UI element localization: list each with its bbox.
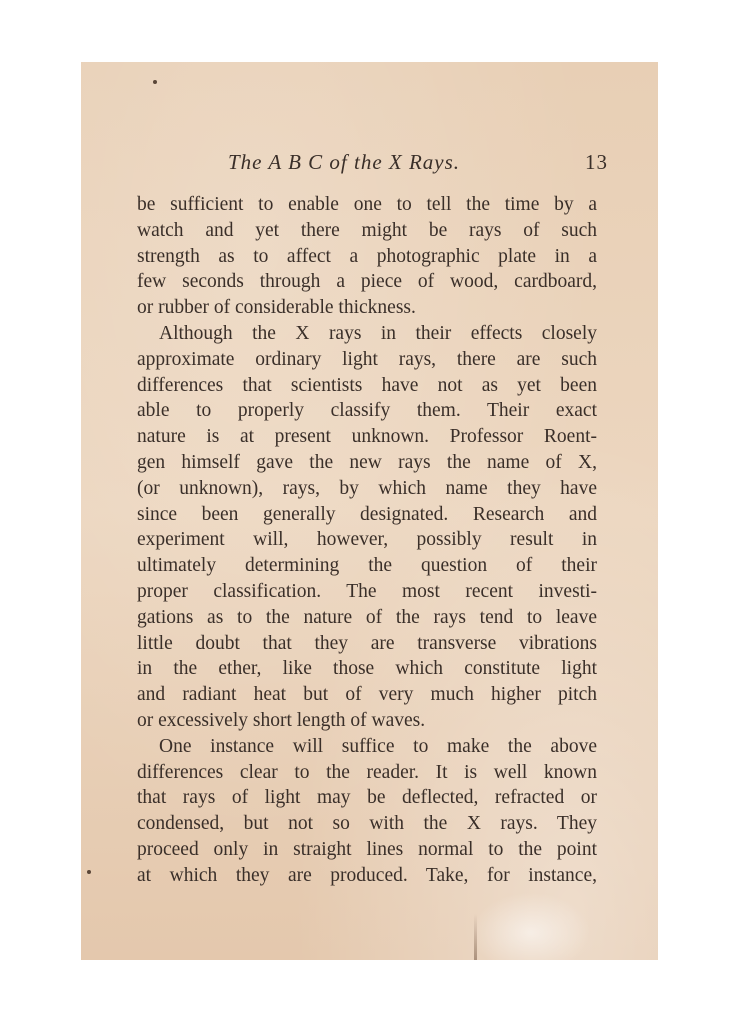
text-line: differences clear to the reader. It is well known xyxy=(137,761,597,783)
running-title: The A B C of the X Rays. xyxy=(228,150,461,174)
text-line: One instance will suffice to make the above xyxy=(159,735,597,757)
text-line: few seconds through a piece of wood, cardboard, xyxy=(137,271,597,293)
text-line: experiment will, however, possibly result in xyxy=(137,529,597,551)
body-text xyxy=(137,192,597,889)
paper-stain xyxy=(471,892,591,960)
page-header xyxy=(228,150,608,176)
text-line: and radiant heat but of very much higher pitch xyxy=(137,684,597,706)
text-line: be sufficient to enable one to tell the time by a xyxy=(137,194,597,215)
text-line: proper classification. The most recent investi- xyxy=(137,580,597,602)
text-line: approximate ordinary light rays, there are such xyxy=(137,348,597,370)
text-line: gations as to the nature of the rays tend to leave xyxy=(137,606,597,628)
paper-crease xyxy=(474,914,477,960)
ink-speck xyxy=(153,80,157,84)
text-line: or excessively short length of waves. xyxy=(137,709,426,731)
text-line: Although the X rays in their effects closely xyxy=(159,322,597,344)
ink-speck xyxy=(87,870,91,874)
text-line: (or unknown), rays, by which name they have xyxy=(137,477,597,499)
text-line: differences that scientists have not as yet been xyxy=(137,374,597,396)
text-line: proceed only in straight lines normal to the point xyxy=(137,838,597,860)
book-page xyxy=(81,62,658,960)
text-line: ultimately determining the question of their xyxy=(137,555,597,577)
text-line: since been generally designated. Research and xyxy=(137,503,597,525)
page-number: 13 xyxy=(585,150,608,174)
text-line: that rays of light may be deflected, refracted or xyxy=(137,787,597,809)
text-line: little doubt that they are transverse vibrations xyxy=(137,632,597,654)
text-line: at which they are produced. Take, for instance, xyxy=(137,864,597,886)
text-line: able to properly classify them. Their exact xyxy=(137,400,597,422)
text-line: gen himself gave the new rays the name of X, xyxy=(137,451,597,473)
text-line: nature is at present unknown. Professor Roent- xyxy=(137,426,597,448)
text-line: in the ether, like those which constitute light xyxy=(137,658,597,680)
text-line: condensed, but not so with the X rays. They xyxy=(137,813,597,835)
text-line: strength as to affect a photographic plate in a xyxy=(137,245,597,267)
text-line: or rubber of considerable thickness. xyxy=(137,297,416,319)
text-line: watch and yet there might be rays of such xyxy=(137,219,597,241)
